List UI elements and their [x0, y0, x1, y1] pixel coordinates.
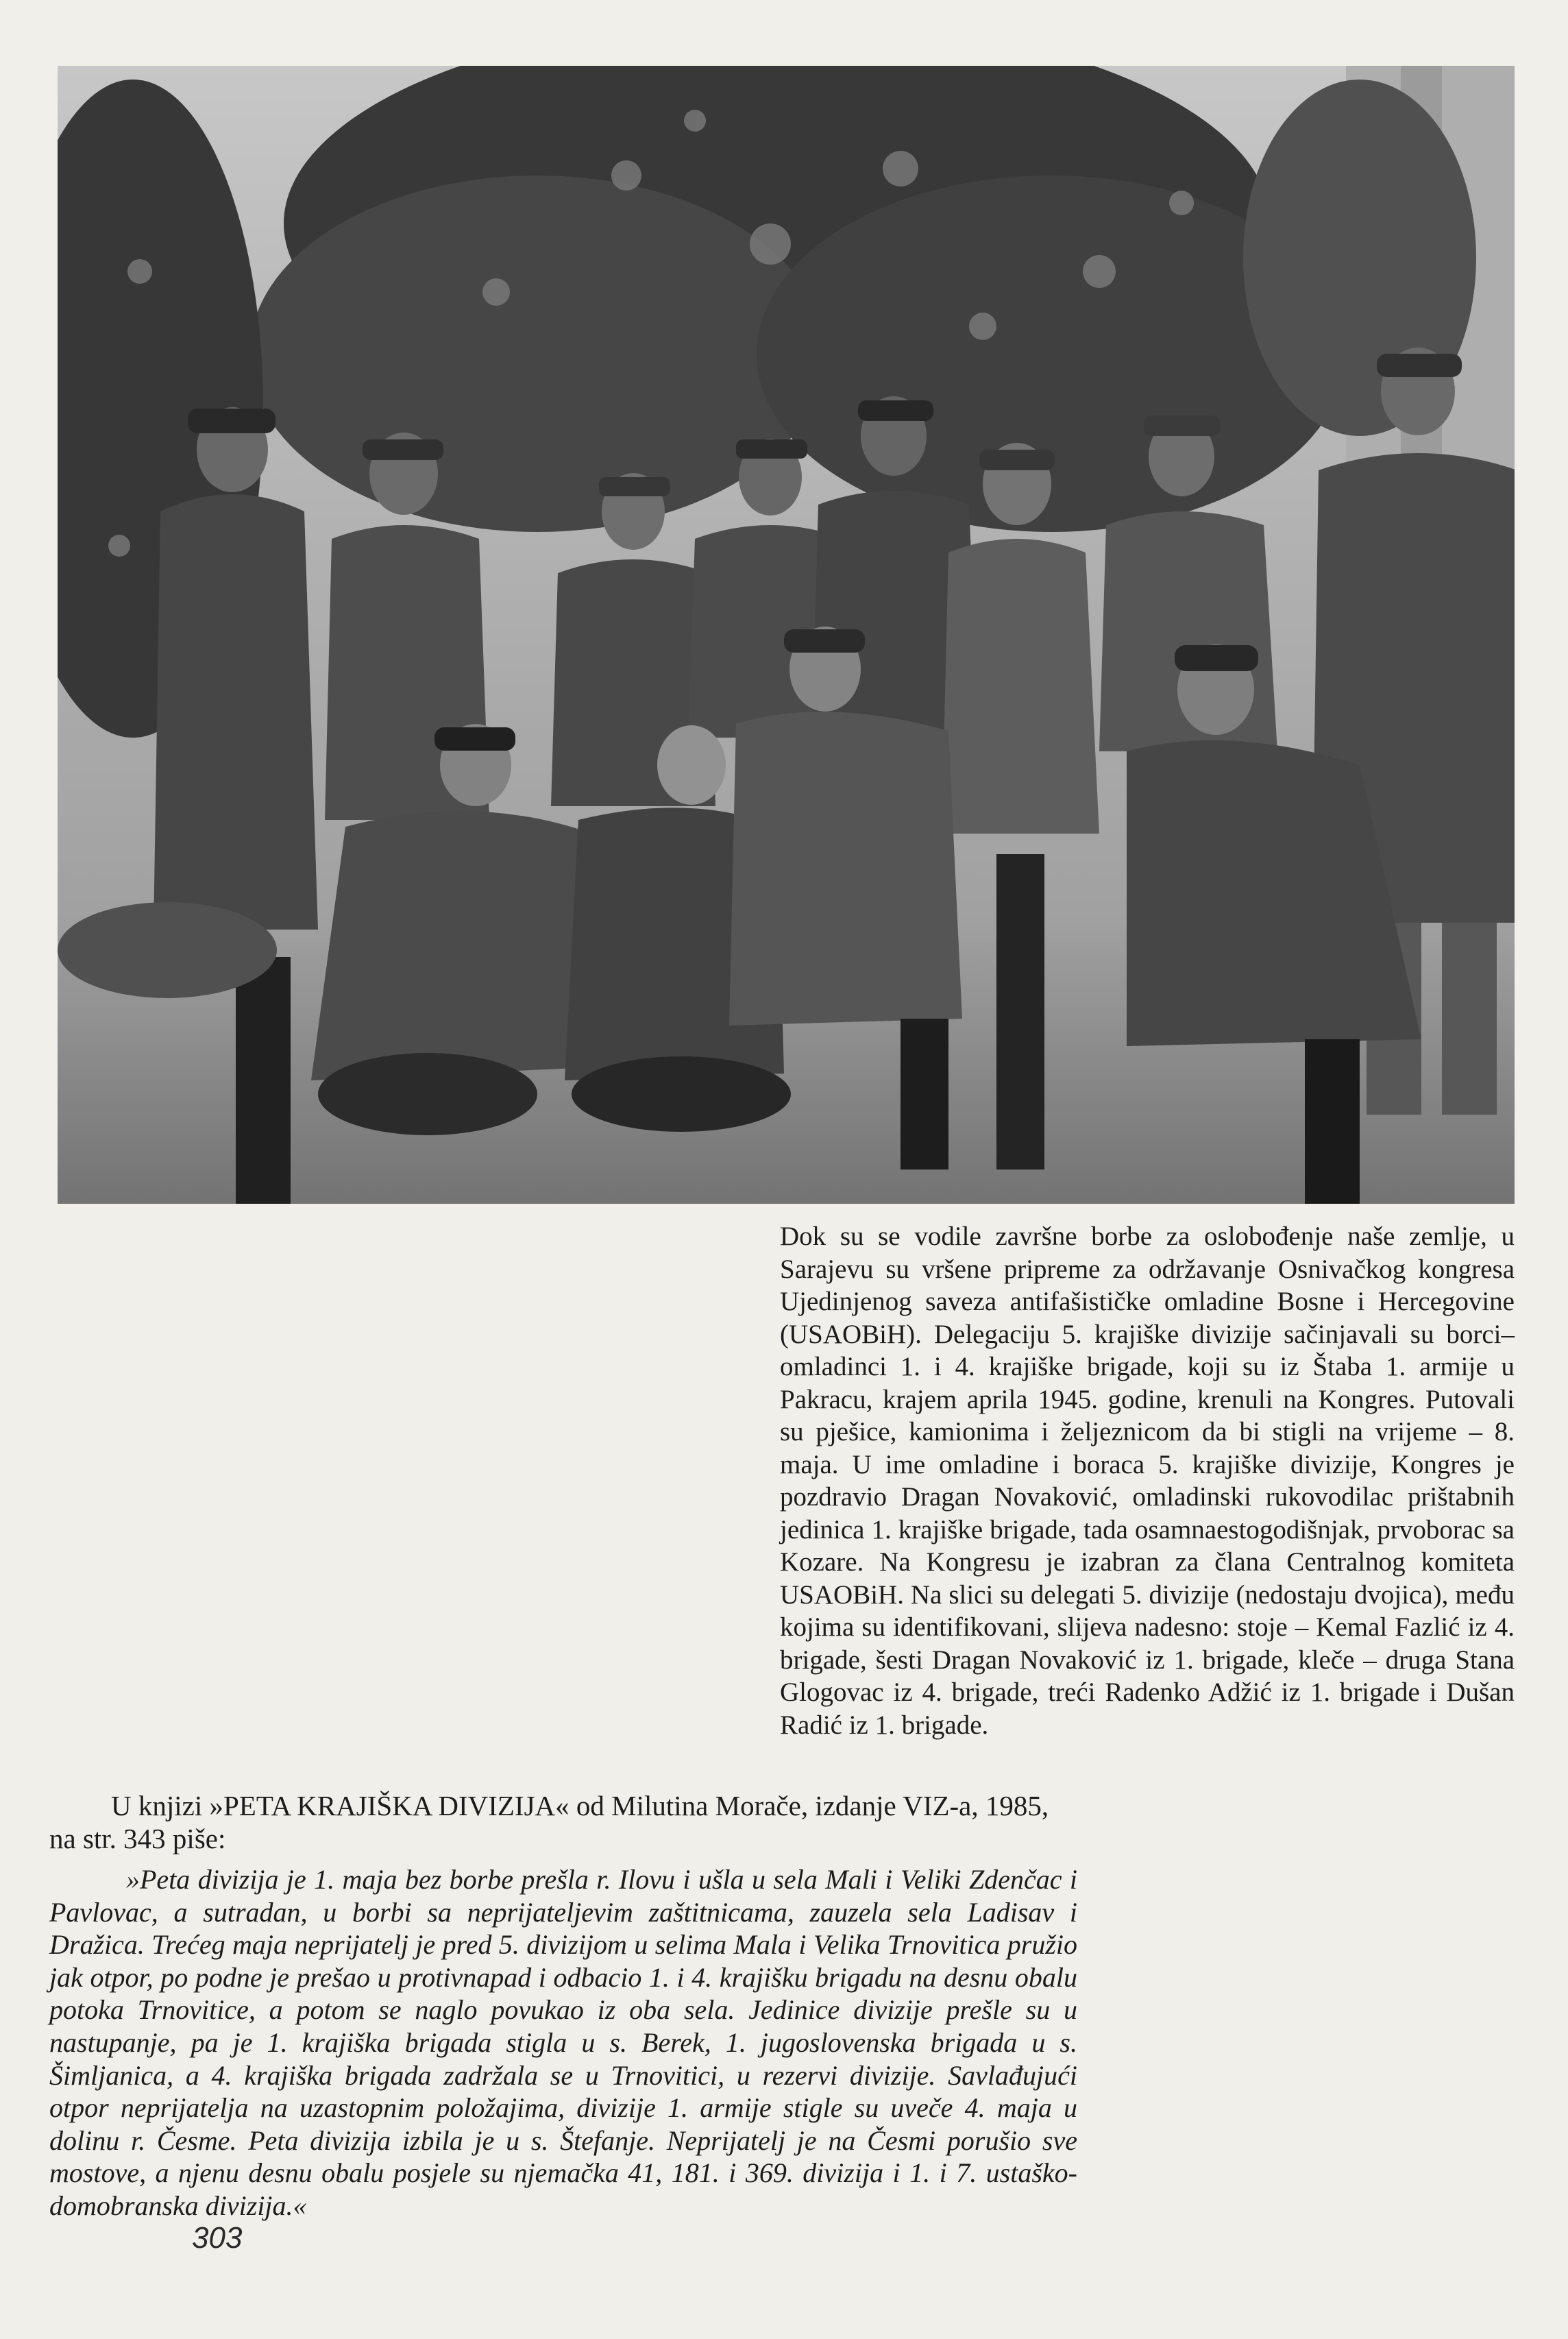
group-photo: [58, 66, 1515, 1204]
page-number: 303: [192, 2221, 243, 2255]
book-quote: »Peta divizija je 1. maja bez borbe prešla r. Ilovu i ušla u sela Mali i Veliki Zdenčac i Pavlovac, a sutradan, u borbi sa neprijateljevim zaštitnicama, zauzela sela Ladisav i Dražica. Trećeg maja neprijatelj je pred 5. divizijom u selima Mala i Velika Trnovitica pružio jak otpor, po podne je prešao u protivnapad i odbacio 1. i 4. krajišku brigadu na desnu obalu potoka Trnovitice, a potom se naglo povukao iz oba sela. Jedinice divizije prešle su u nastupanje, pa je 1. krajiška brigada stigla u s. Berek, 1. jugoslovenska brigada u s. Šimljanica, a 4. krajiška brigada zadržala se u Trnovitici, u rezervi divizije. Savlađujući otpor neprijatelja na uzastopnim položajima, divizije 1. armije stigle su uveče 4. maja u dolinu r. Česme. Peta divizija izbila je u s. Štefanje. Neprijatelj je na Česmi porušio sve mostove, a njenu desnu obalu posjele su njemačka 41, 181. i 369. divizija i 1. i 7. ustaško-domobranska divizija.«: [49, 1864, 1077, 2221]
group-photo-image: [58, 66, 1515, 1204]
book-reference-intro: U knjizi »PETA KRAJIŠKA DIVIZIJA« od Milutina Morače, izdanje VIZ-a, 1985, na str. 343 piše:: [49, 1790, 1049, 1854]
photo-caption: Dok su se vodile završne borbe za oslobođenje naše zemlje, u Sarajevu su vršene pripreme za održavanje Osnivačkog kongresa Ujedinjenog saveza antifašističke omladine Bosne i Hercegovine (USAOBiH). Delegaciju 5. krajiške divizije sačinjavali su borci–omladinci 1. i 4. krajiške brigade, koji su iz Štaba 1. armije u Pakracu, krajem aprila 1945. godine, krenuli na Kongres. Putovali su pješice, kamionima i željeznicom da bi stigli na vrijeme – 8. maja. U ime omladine i boraca 5. krajiške divizije, Kongres je pozdravio Dragan Novaković, omladinski rukovodilac prištabnih jedinica 1. krajiške brigade, tada osamnaestogodišnjak, prvoborac sa Kozare. Na Kongresu je izabran za člana Centralnog komiteta USAOBiH. Na slici su delegati 5. divizije (nedostaju dvojica), među kojima su identifikovani, slijeva nadesno: stoje – Kemal Fazlić iz 4. brigade, šesti Dragan Novaković iz 1. brigade, kleče – druga Stana Glogovac iz 4. brigade, treći Radenko Adžić iz 1. brigade i Dušan Radić iz 1. brigade.: [780, 1222, 1515, 1740]
